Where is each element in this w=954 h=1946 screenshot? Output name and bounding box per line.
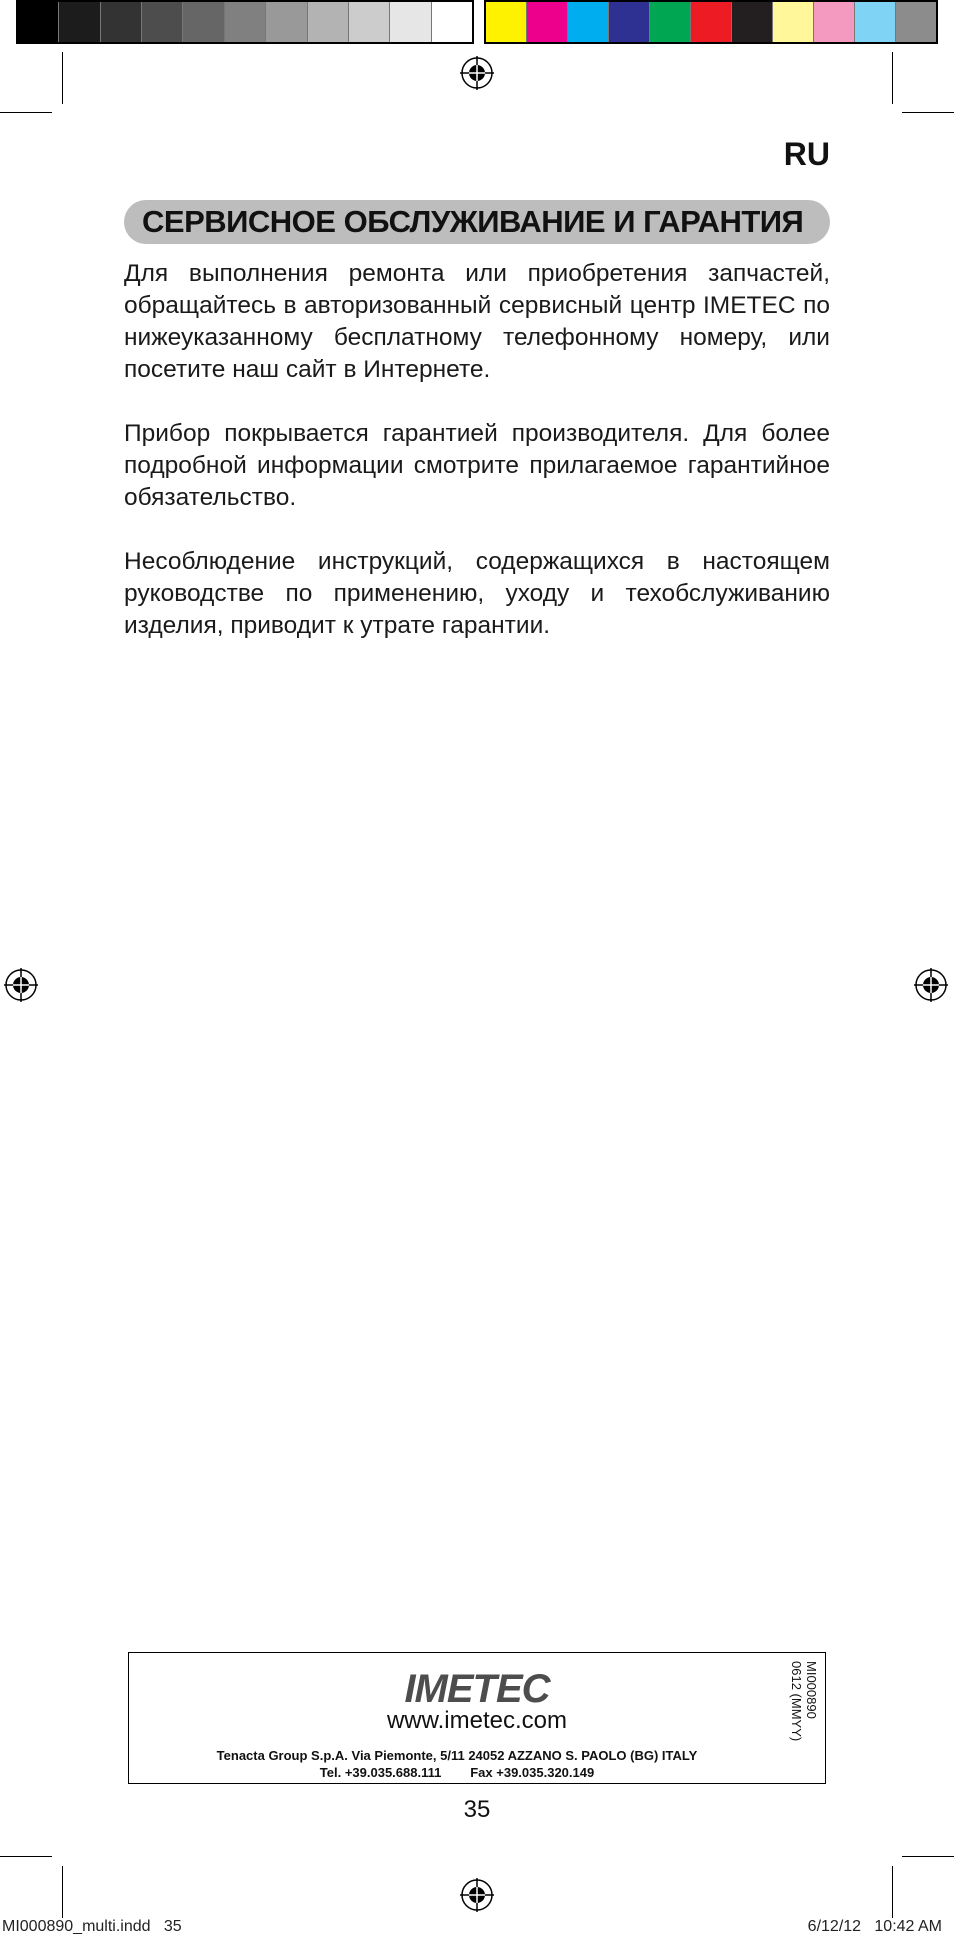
gray-swatch-3 — [101, 2, 142, 42]
address-line: Tenacta Group S.p.A. Via Piemonte, 5/11 24052 AZZANO S. PAOLO (BG) ITALY — [216, 1748, 698, 1763]
language-code: RU — [783, 136, 830, 172]
gray-swatch-11 — [432, 2, 472, 42]
gray-swatch-2 — [59, 2, 100, 42]
crop-mark-top-right-vertical — [892, 52, 893, 104]
gray-swatch-8 — [308, 2, 349, 42]
crop-mark-top-right-horizontal — [902, 112, 954, 113]
section-title — [124, 200, 830, 244]
crop-mark-top-left-vertical — [62, 52, 63, 104]
doc-code: MI000890 — [804, 1661, 819, 1719]
process-swatch-8 — [773, 2, 814, 42]
process-color-bar — [484, 0, 938, 44]
registration-mark-top-icon — [460, 56, 494, 90]
process-swatch-11 — [896, 2, 936, 42]
crop-mark-bottom-left-horizontal — [0, 1856, 52, 1857]
imetec-logo: IMETEC — [404, 1667, 550, 1711]
crop-mark-bottom-left-vertical — [62, 1866, 63, 1918]
process-swatch-4 — [609, 2, 650, 42]
process-swatch-1 — [486, 2, 527, 42]
section-body — [124, 258, 830, 674]
document-code — [783, 1661, 819, 1777]
date-code: 0612 (MMYY) — [789, 1661, 804, 1742]
gray-swatch-10 — [390, 2, 431, 42]
contact-line: Tel. +39.035.688.111 Fax +39.035.320.149 — [319, 1765, 595, 1780]
company-address — [197, 1747, 717, 1781]
gray-swatch-9 — [349, 2, 390, 42]
crop-mark-bottom-right-horizontal — [902, 1856, 954, 1857]
paragraph-warranty: Прибор покрывается гарантией производителя. Для более подробной информации смотрите прилагаемое гарантийное обязательство. — [124, 420, 830, 511]
registration-mark-right-icon — [914, 968, 948, 1002]
crop-mark-top-left-horizontal — [0, 112, 52, 113]
file-slug: MI000890_multi.indd 35 — [2, 1918, 182, 1935]
process-swatch-9 — [814, 2, 855, 42]
gray-swatch-6 — [225, 2, 266, 42]
paragraph-warranty-loss: Несоблюдение инструкций, содержащихся в настоящем руководстве по применению, уходу и техобслуживанию изделия, приводит к утрате гарантии. — [124, 548, 830, 639]
process-swatch-5 — [650, 2, 691, 42]
process-swatch-2 — [527, 2, 568, 42]
page-number: 35 — [463, 1796, 491, 1823]
registration-mark-bottom-icon — [460, 1878, 494, 1912]
gray-swatch-7 — [266, 2, 307, 42]
crop-mark-bottom-right-vertical — [892, 1866, 893, 1918]
process-swatch-10 — [855, 2, 896, 42]
manufacturer-info-box — [128, 1652, 826, 1784]
process-swatch-7 — [732, 2, 773, 42]
website-link[interactable]: www.imetec.com — [386, 1707, 568, 1734]
registration-mark-left-icon — [4, 968, 38, 1002]
section-title-text: СЕРВИСНОЕ ОБСЛУЖИВАНИЕ И ГАРАНТИЯ — [142, 204, 804, 239]
process-swatch-6 — [691, 2, 732, 42]
gray-swatch-5 — [183, 2, 224, 42]
process-swatch-3 — [568, 2, 609, 42]
paragraph-service: Для выполнения ремонта или приобретения запчастей, обращайтесь в авторизованный сервисный центр IMETEC по нижеуказанному бесплатному телефонному номеру, или посетите наш сайт в Интернете. — [124, 260, 830, 383]
gray-swatch-4 — [142, 2, 183, 42]
grayscale-color-bar — [16, 0, 474, 44]
gray-swatch-1 — [18, 2, 59, 42]
timestamp-slug: 6/12/12 10:42 AM — [807, 1918, 942, 1935]
